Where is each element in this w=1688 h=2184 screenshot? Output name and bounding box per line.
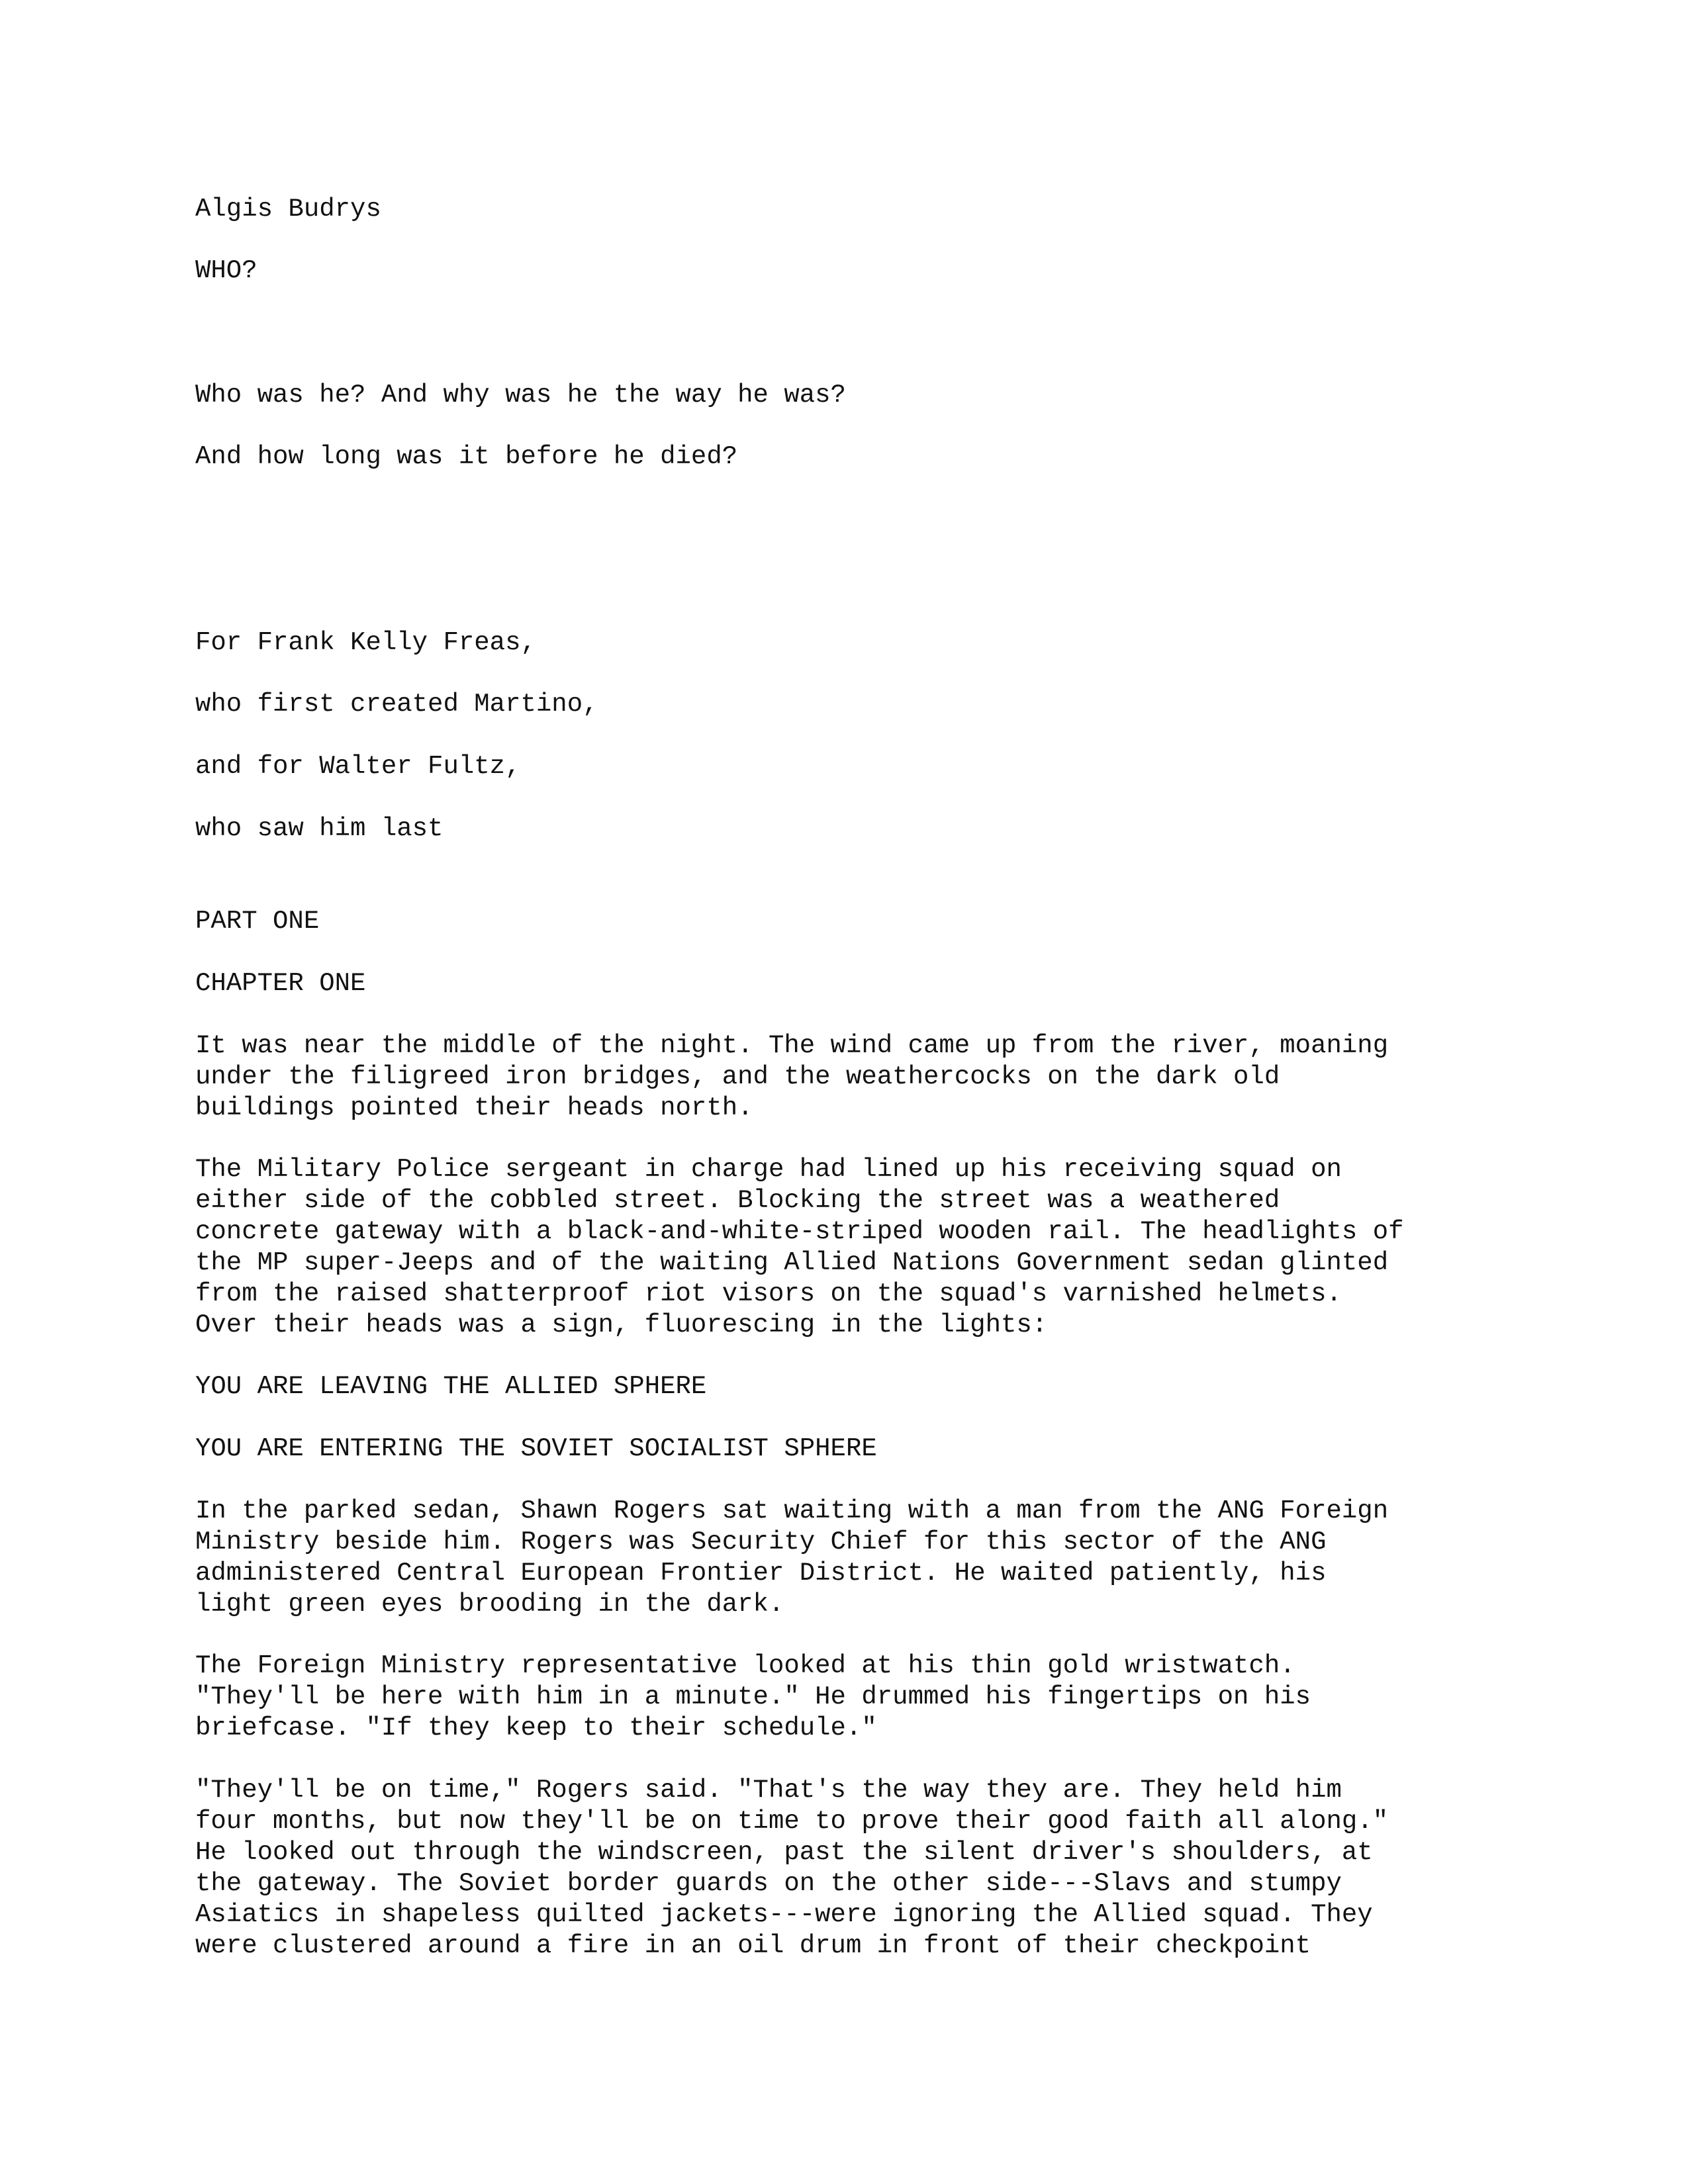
paragraph: "They'll be on time," Rogers said. "That's the way they are. They held him four months, but now they'll be on time to prove their good faith all along." He looked out through the windscreen, past the silent driver's shoulders, at the gateway. The Soviet border guards on the other side---Slavs and stumpy Asiatics in shapeless quilted jackets---were ignoring the Allied squad. They were clustered around a fire in an oil drum in front of their checkpoint bbox=[195, 1776, 1389, 1960]
dedication-line: and for Walter Fultz, bbox=[195, 752, 521, 781]
book-title: WHO? bbox=[195, 256, 258, 285]
paragraph: In the parked sedan, Shawn Rogers sat waiting with a man from the ANG Foreign Ministry beside him. Rogers was Security Chief for this sector of the ANG administered Central European Frontier District. He waited patiently, his light green eyes brooding in the dark. bbox=[195, 1496, 1389, 1619]
paragraph: It was near the middle of the night. The wind came up from the river, moaning under the filigreed iron bridges, and the weathercocks on the dark old buildings pointed their heads north. bbox=[195, 1031, 1389, 1122]
sign-line: YOU ARE LEAVING THE ALLIED SPHERE bbox=[195, 1372, 707, 1401]
tagline-line: And how long was it before he died? bbox=[195, 442, 738, 471]
author-name: Algis Budrys bbox=[195, 195, 381, 224]
tagline-line: Who was he? And why was he the way he was? bbox=[195, 381, 846, 410]
sign-line: YOU ARE ENTERING THE SOVIET SOCIALIST SPHERE bbox=[195, 1434, 877, 1463]
chapter-heading: CHAPTER ONE bbox=[195, 969, 366, 998]
paragraph: The Foreign Ministry representative looked at his thin gold wristwatch. "They'll be here with him in a minute." He drummed his fingertips on his briefcase. "If they keep to their schedule." bbox=[195, 1651, 1311, 1743]
part-heading: PART ONE bbox=[195, 907, 320, 936]
dedication-line: For Frank Kelly Freas, bbox=[195, 628, 536, 657]
paragraph: The Military Police sergeant in charge had lined up his receiving squad on either side of the cobbled street. Blocking the street was a weathered concrete gateway with a black-and-white-striped wooden rail. The headlights of the MP super-Jeeps and of the waiting Allied Nations Government sedan glinted from the raised shatterproof riot visors on the squad's varnished helmets. Over their heads was a sign, fluorescing in the lights: bbox=[195, 1155, 1404, 1340]
dedication-line: who saw him last bbox=[195, 814, 444, 843]
dedication-line: who first created Martino, bbox=[195, 690, 598, 719]
